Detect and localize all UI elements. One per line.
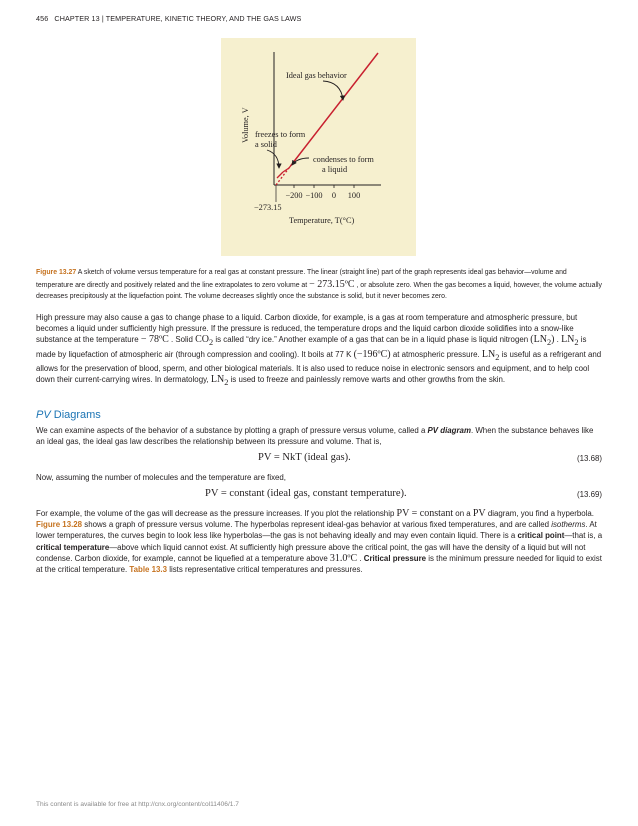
figure-13-27	[221, 38, 416, 256]
tick-label: 0	[331, 191, 337, 200]
tick-label: 100	[347, 191, 361, 200]
freezes-annotation-line2: a solid	[255, 140, 277, 149]
absolute-zero-label: −273.15	[254, 203, 282, 212]
figure-13-28-link[interactable]: Figure 13.28	[36, 520, 83, 530]
paragraph-high-pressure: High pressure may also cause a gas to change phase to a liquid. Carbon dioxide, for example, is a gas at room temperature and atmospheric pressure, but becomes a liquid under sufficiently high pressure. If the pressure is reduced, the temperature drops and the liquid carbon dioxide solidifies into a snow-like substance at the temperature − 78ºC . Solid $CO_2$ is called “dry ice.” Another example of a gas that can be in a liquid phase is liquid nitrogen $(LN_2)$ . $LN_2$ is made by liquefaction of atmospheric air (through compression and cooling). It boils at 77 K (−196ºC) at atmospheric pressure. $LN_2$ is useful as a refrigerant and allows for the preservation of blood, sperm, and other biological materials. It is also used to reduce noise in electronic sensors and equipment, and to help cool down their current-carrying wires. In dermatology, $LN_2$ is used to freeze and painlessly remove warts and other growths from the skin.	[36, 313, 602, 388]
x-axis-label: Temperature, T(°C)	[289, 216, 355, 225]
y-axis-label: Volume, V	[241, 107, 250, 143]
page-number: 456	[36, 14, 49, 23]
ideal-gas-line	[292, 53, 378, 164]
condensation-drop	[289, 164, 292, 168]
equation-number-13-69: (13.69)	[576, 490, 602, 499]
chapter-title: CHAPTER 13 | TEMPERATURE, KINETIC THEORY, AND THE GAS LAWS	[54, 14, 302, 23]
freezes-annotation-line1: freezes to form	[255, 130, 306, 139]
paragraph-pv-intro: We can examine aspects of the behavior of a substance by plotting a graph of pressure versus volume, called a PV diagram. When the substance behaves like an ideal gas, the ideal gas law describes the relationship between its pressure and volume. That is,	[36, 426, 594, 447]
ideal-gas-annotation: Ideal gas behavior	[286, 71, 347, 80]
figure-caption: Figure 13.27 A sketch of volume versus temperature for a real gas at constant pressure. The linear (straight line) part of the graph represents ideal gas behavior—volume and temperature are directly and positively related and the line extrapolates to zero volume at − 273.15ºC , or absolute zero. When the gas becomes a liquid, however, the volume actually decreases precipitously at the liquefaction point. The volume decreases slightly once the substance is solid, but it never becomes zero.	[36, 269, 602, 300]
equation-13-69: PV = constant (ideal gas, constant temperature).	[205, 488, 407, 499]
paragraph-fixed-molecules: Now, assuming the number of molecules and the temperature are fixed,	[36, 473, 287, 482]
paragraph-isotherms: For example, the volume of the gas will decrease as the pressure increases. If you plot the relationship PV = constant on a PV diagram, you find a hyperbola. Figure 13.28 shows a graph of pressure versus volume. The hyperbolas represent ideal-gas behavior at various fixed temperatures, and are called isotherms. At lower temperatures, the curves begin to look less like hyperbolas—the gas is not behaving ideally and may even contain liquid. There is a critical point—that is, a critical temperature—above which liquid cannot exist. At sufficiently high pressure above the critical point, the gas will have the density of a liquid but will not condense. Carbon dioxide, for example, cannot be liquefied at a temperature above 31.0ºC . Critical pressure is the minimum pressure needed for liquid to exist at the critical temperature. Table 13.3 lists representative critical temperatures and pressures.	[36, 508, 603, 575]
volume-temperature-graph	[221, 38, 416, 256]
figure-label: Figure 13.27	[36, 269, 77, 276]
footer-license: This content is available for free at http://cnx.org/content/col11406/1.7	[36, 801, 239, 808]
condenses-annotation-line2: a liquid	[322, 165, 348, 174]
equation-number-13-68: (13.68)	[576, 454, 602, 463]
condenses-annotation-line1: condenses to form	[313, 155, 374, 164]
tick-label: −200	[285, 191, 303, 200]
section-heading-pv-diagrams: PV Diagrams	[36, 409, 101, 421]
running-head	[36, 14, 301, 23]
tick-label: −100	[305, 191, 323, 200]
equation-13-68: PV = NkT (ideal gas).	[258, 452, 351, 463]
table-13-3-link[interactable]: Table 13.3	[129, 565, 167, 575]
